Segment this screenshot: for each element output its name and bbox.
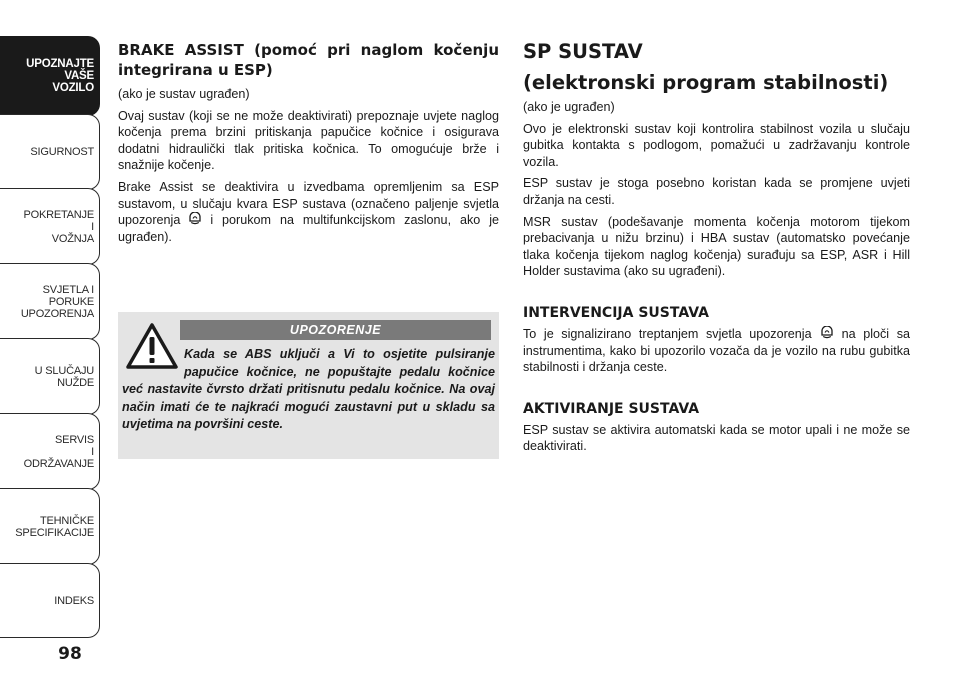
right-column [523, 40, 910, 460]
warning-title: UPOZORENJE [180, 320, 491, 340]
warning-box [118, 312, 499, 459]
esp-note: (ako je ugrađen) [523, 100, 615, 114]
intervencija-start: To je signalizirano treptanjem svjetla upozorenja [523, 326, 812, 341]
tab-svjetla-i-poruke-upozorenja[interactable] [0, 263, 100, 340]
aktiviranje-paragraph: ESP sustav se aktivira automatski kada se motor upali i ne može se deaktivirati. [523, 422, 910, 454]
esp-warning-light-icon [820, 326, 834, 340]
tab-label: POKRETANJE I VOŽNJA [23, 208, 94, 245]
left-column [118, 40, 499, 250]
aktiviranje-heading: AKTIVIRANJE SUSTAVA [523, 400, 700, 417]
esp-paragraph-2: ESP sustav je stoga posebno koristan kada se promjene uvjeti držanja na cesti. [523, 176, 910, 207]
intervencija-heading: INTERVENCIJA SUSTAVA [523, 304, 709, 321]
tab-label: TEHNIČKE SPECIFIKACIJE [15, 514, 94, 539]
esp-title: SP SUSTAV [523, 40, 643, 63]
tab-tehnicke-specifikacije[interactable] [0, 488, 100, 565]
brake-assist-note: (ako je sustav ugrađen) [118, 87, 250, 101]
intervencija-paragraph [523, 326, 910, 376]
tab-pokretanje-i-voznja[interactable] [0, 188, 100, 265]
paragraph-2-start: Brake Assist se deaktivira u izvedbama opremljenim sa ESP sustavom, u slučaju kvara ESP sustava (označeno paljenje svjetla upozorenja [118, 179, 499, 228]
brake-assist-paragraph-2 [118, 179, 499, 245]
intervencija-end: na ploči sa instrumentima, kako bi upozorilo vozača da je vozilo na rubu gubitka stabilnosti i držanja ceste. [523, 326, 910, 375]
tab-upoznajte-vase-vozilo[interactable] [0, 36, 100, 116]
tab-label: U SLUČAJU NUŽDE [34, 364, 94, 389]
tab-u-slucaju-nuzde[interactable] [0, 338, 100, 415]
tab-label: SERVIS I ODRŽAVANJE [23, 433, 94, 470]
paragraph-2-end: i porukom na multifunkcijskom zaslonu, ako je ugrađen). [118, 213, 499, 244]
tab-label: SIGURNOST [30, 146, 94, 158]
warning-text: Kada se ABS uključi a Vi to osjetite pulsiranje papučice kočnice, ne popuštajte pedalu kočnice već nastavite čvrsto držati pritisnutu pedalu kočnice. Na ovaj način imati će te najkraći mogući zaustavni put u skladu sa uvjetima na površini ceste. [122, 347, 495, 432]
tab-indeks[interactable] [0, 563, 100, 638]
tab-servis-i-odrzavanje[interactable] [0, 413, 100, 490]
esp-warning-light-icon [188, 212, 202, 226]
page-number: 98 [58, 644, 82, 664]
brake-assist-paragraph-1: Ovaj sustav (koji se ne može deaktivirati) prepoznaje uvjete naglog kočenja prema brzini pritiskanja papučice kočnice i osigurava dodatni hidraulički tlak pritiska kočnica. To omogućuje brže i snažnije kočenje. [118, 108, 499, 173]
tab-label: INDEKS [54, 594, 94, 607]
tab-label: SVJETLA I PORUKE UPOZORENJA [20, 283, 94, 320]
esp-subtitle: (elektronski program stabilnosti) [523, 71, 889, 94]
esp-paragraph-1: Ovo je elektronski sustav koji kontrolira stabilnost vozila u slučaju gubitka kontakta s podlogom, pomažući u zadržavanju kontrole vozila. [523, 121, 910, 169]
tab-label: UPOZNAJTE VAŠE VOZILO [26, 58, 94, 94]
tab-sigurnost[interactable] [0, 114, 100, 190]
esp-paragraph-3: MSR sustav (podešavanje momenta kočenja motorom tijekom prebacivanja u nižu brzinu) i HBA sustav (automatsko povećanje tlaka kočenja tijekom naglog kočenja) surađuju sa ESP, ASR i Hill Holder sustavima (ako su ugrađeni). [523, 214, 910, 279]
brake-assist-heading: BRAKE ASSIST (pomoć pri naglom kočenju integrirana u ESP) [118, 41, 499, 79]
